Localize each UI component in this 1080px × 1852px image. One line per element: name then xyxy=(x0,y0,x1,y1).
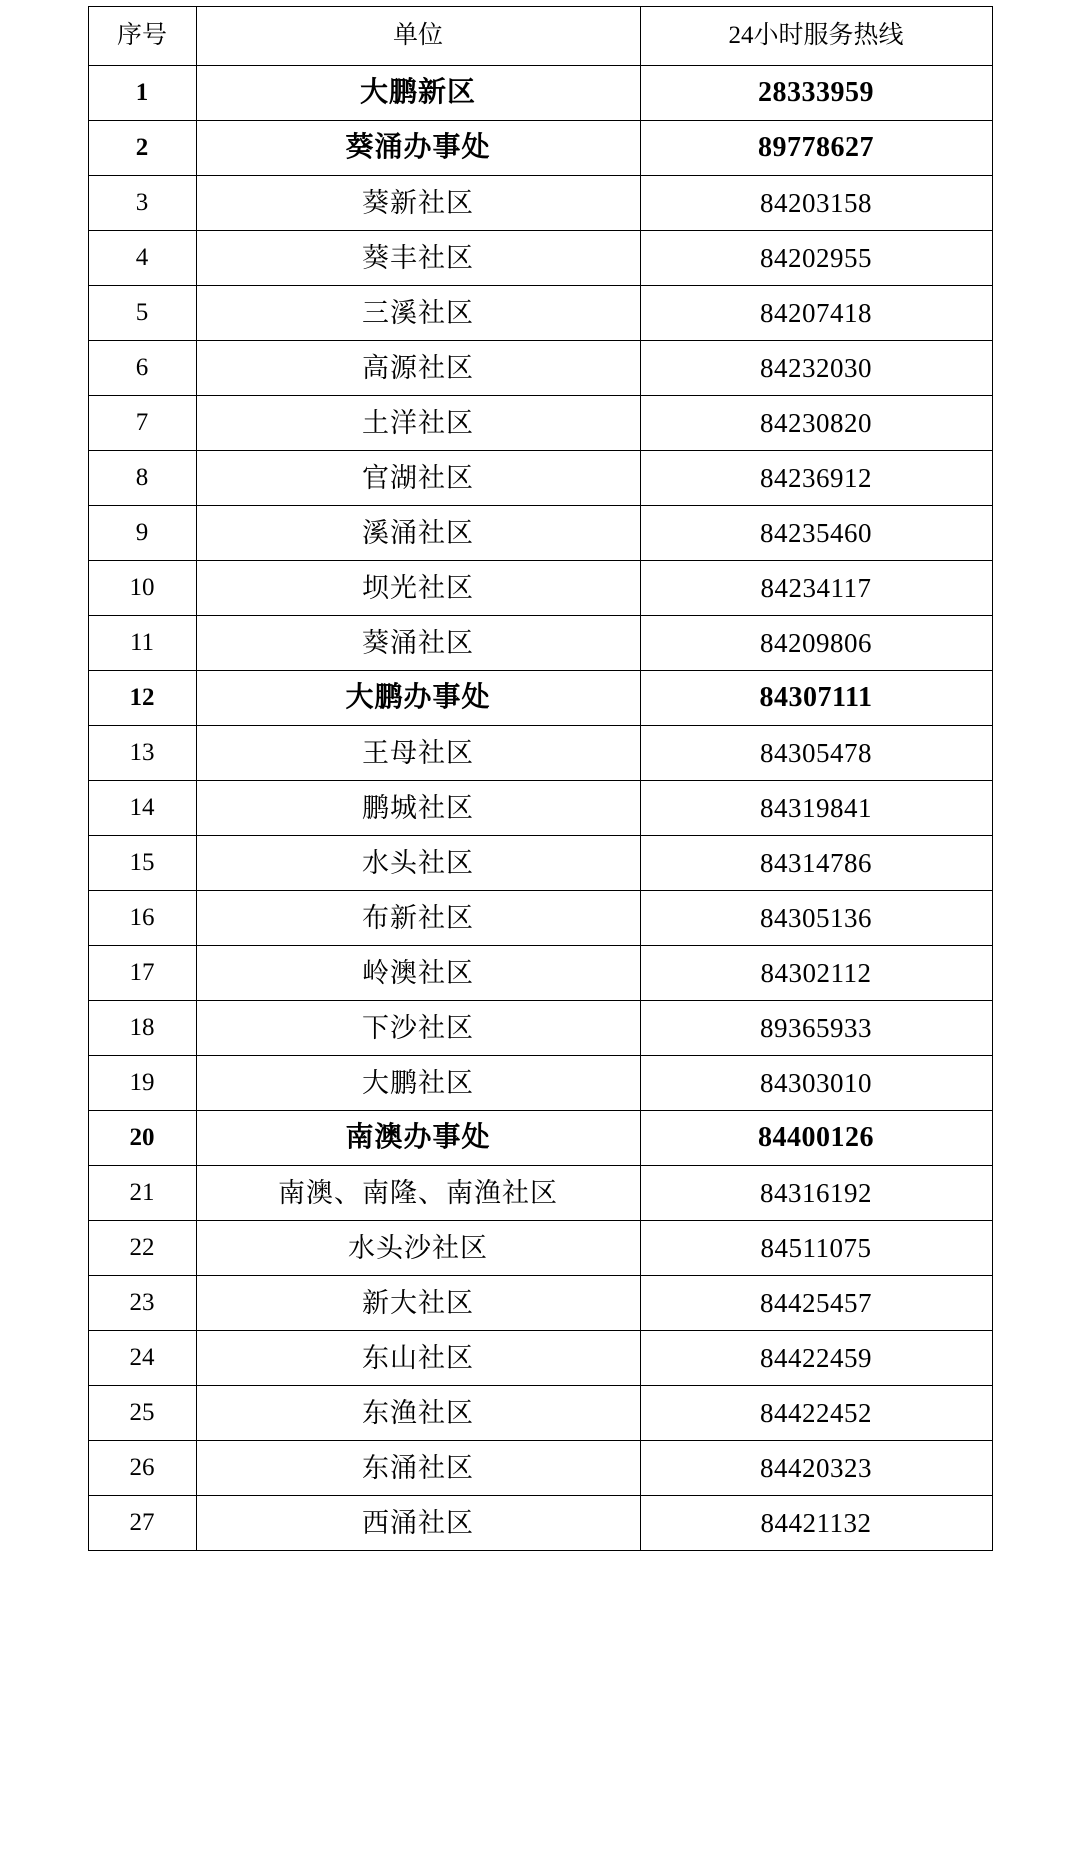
cell-unit: 岭澳社区 xyxy=(196,946,640,1001)
cell-index: 2 xyxy=(88,121,196,176)
table-row xyxy=(88,176,992,231)
table-body xyxy=(88,66,992,1551)
cell-phone: 84305478 xyxy=(640,726,992,781)
cell-index: 1 xyxy=(88,66,196,121)
cell-index: 6 xyxy=(88,341,196,396)
cell-phone: 84421132 xyxy=(640,1496,992,1551)
cell-unit: 东山社区 xyxy=(196,1331,640,1386)
cell-phone: 84207418 xyxy=(640,286,992,341)
cell-phone: 89778627 xyxy=(640,121,992,176)
cell-phone: 84234117 xyxy=(640,561,992,616)
cell-phone: 84203158 xyxy=(640,176,992,231)
table-row xyxy=(88,1056,992,1111)
cell-unit: 水头社区 xyxy=(196,836,640,891)
cell-index: 19 xyxy=(88,1056,196,1111)
cell-unit: 南澳、南隆、南渔社区 xyxy=(196,1166,640,1221)
hotline-table xyxy=(88,6,993,1551)
cell-unit: 葵涌办事处 xyxy=(196,121,640,176)
cell-unit: 西涌社区 xyxy=(196,1496,640,1551)
cell-phone: 84314786 xyxy=(640,836,992,891)
table-row xyxy=(88,1276,992,1331)
column-header-phone: 24小时服务热线 xyxy=(640,7,992,66)
cell-index: 27 xyxy=(88,1496,196,1551)
cell-unit: 坝光社区 xyxy=(196,561,640,616)
cell-phone: 84511075 xyxy=(640,1221,992,1276)
table-row xyxy=(88,1221,992,1276)
cell-index: 13 xyxy=(88,726,196,781)
cell-index: 24 xyxy=(88,1331,196,1386)
column-header-unit: 单位 xyxy=(196,7,640,66)
cell-phone: 84319841 xyxy=(640,781,992,836)
cell-index: 21 xyxy=(88,1166,196,1221)
cell-phone: 84422459 xyxy=(640,1331,992,1386)
table-row xyxy=(88,946,992,1001)
cell-phone: 84202955 xyxy=(640,231,992,286)
cell-index: 18 xyxy=(88,1001,196,1056)
cell-unit: 鹏城社区 xyxy=(196,781,640,836)
cell-index: 15 xyxy=(88,836,196,891)
cell-index: 9 xyxy=(88,506,196,561)
cell-unit: 王母社区 xyxy=(196,726,640,781)
cell-unit: 土洋社区 xyxy=(196,396,640,451)
cell-index: 16 xyxy=(88,891,196,946)
cell-index: 25 xyxy=(88,1386,196,1441)
cell-unit: 大鹏社区 xyxy=(196,1056,640,1111)
cell-unit: 布新社区 xyxy=(196,891,640,946)
cell-unit: 葵新社区 xyxy=(196,176,640,231)
cell-index: 22 xyxy=(88,1221,196,1276)
cell-unit: 三溪社区 xyxy=(196,286,640,341)
table-row xyxy=(88,66,992,121)
cell-phone: 84400126 xyxy=(640,1111,992,1166)
cell-phone: 84235460 xyxy=(640,506,992,561)
cell-index: 17 xyxy=(88,946,196,1001)
cell-index: 14 xyxy=(88,781,196,836)
cell-index: 4 xyxy=(88,231,196,286)
table-row xyxy=(88,891,992,946)
cell-phone: 28333959 xyxy=(640,66,992,121)
cell-phone: 84236912 xyxy=(640,451,992,506)
table-row xyxy=(88,726,992,781)
cell-phone: 84232030 xyxy=(640,341,992,396)
table-row xyxy=(88,1441,992,1496)
cell-phone: 84305136 xyxy=(640,891,992,946)
cell-unit: 葵涌社区 xyxy=(196,616,640,671)
cell-index: 26 xyxy=(88,1441,196,1496)
cell-index: 7 xyxy=(88,396,196,451)
table-row xyxy=(88,506,992,561)
cell-unit: 东渔社区 xyxy=(196,1386,640,1441)
table-row xyxy=(88,561,992,616)
cell-phone: 84307111 xyxy=(640,671,992,726)
table-row xyxy=(88,1386,992,1441)
cell-index: 5 xyxy=(88,286,196,341)
cell-phone: 84425457 xyxy=(640,1276,992,1331)
table-row xyxy=(88,341,992,396)
cell-index: 3 xyxy=(88,176,196,231)
cell-phone: 84209806 xyxy=(640,616,992,671)
table-row xyxy=(88,396,992,451)
table-row xyxy=(88,836,992,891)
cell-index: 23 xyxy=(88,1276,196,1331)
cell-phone: 84316192 xyxy=(640,1166,992,1221)
cell-index: 20 xyxy=(88,1111,196,1166)
cell-phone: 84230820 xyxy=(640,396,992,451)
cell-phone: 89365933 xyxy=(640,1001,992,1056)
cell-unit: 水头沙社区 xyxy=(196,1221,640,1276)
cell-unit: 大鹏办事处 xyxy=(196,671,640,726)
table-header xyxy=(88,7,992,66)
table-row xyxy=(88,1496,992,1551)
table-row xyxy=(88,781,992,836)
table-row xyxy=(88,451,992,506)
cell-index: 11 xyxy=(88,616,196,671)
cell-unit: 官湖社区 xyxy=(196,451,640,506)
table-row xyxy=(88,616,992,671)
cell-phone: 84302112 xyxy=(640,946,992,1001)
cell-index: 10 xyxy=(88,561,196,616)
table-row xyxy=(88,1001,992,1056)
cell-unit: 高源社区 xyxy=(196,341,640,396)
cell-index: 12 xyxy=(88,671,196,726)
cell-unit: 下沙社区 xyxy=(196,1001,640,1056)
cell-index: 8 xyxy=(88,451,196,506)
table-row xyxy=(88,1111,992,1166)
cell-unit: 大鹏新区 xyxy=(196,66,640,121)
cell-unit: 东涌社区 xyxy=(196,1441,640,1496)
cell-unit: 溪涌社区 xyxy=(196,506,640,561)
cell-unit: 葵丰社区 xyxy=(196,231,640,286)
table-row xyxy=(88,671,992,726)
table-row xyxy=(88,1331,992,1386)
cell-unit: 新大社区 xyxy=(196,1276,640,1331)
cell-phone: 84422452 xyxy=(640,1386,992,1441)
column-header-index: 序号 xyxy=(88,7,196,66)
table-row xyxy=(88,286,992,341)
cell-unit: 南澳办事处 xyxy=(196,1111,640,1166)
cell-phone: 84303010 xyxy=(640,1056,992,1111)
table-row xyxy=(88,231,992,286)
table-row xyxy=(88,1166,992,1221)
table-row xyxy=(88,121,992,176)
cell-phone: 84420323 xyxy=(640,1441,992,1496)
table-header-row xyxy=(88,7,992,66)
